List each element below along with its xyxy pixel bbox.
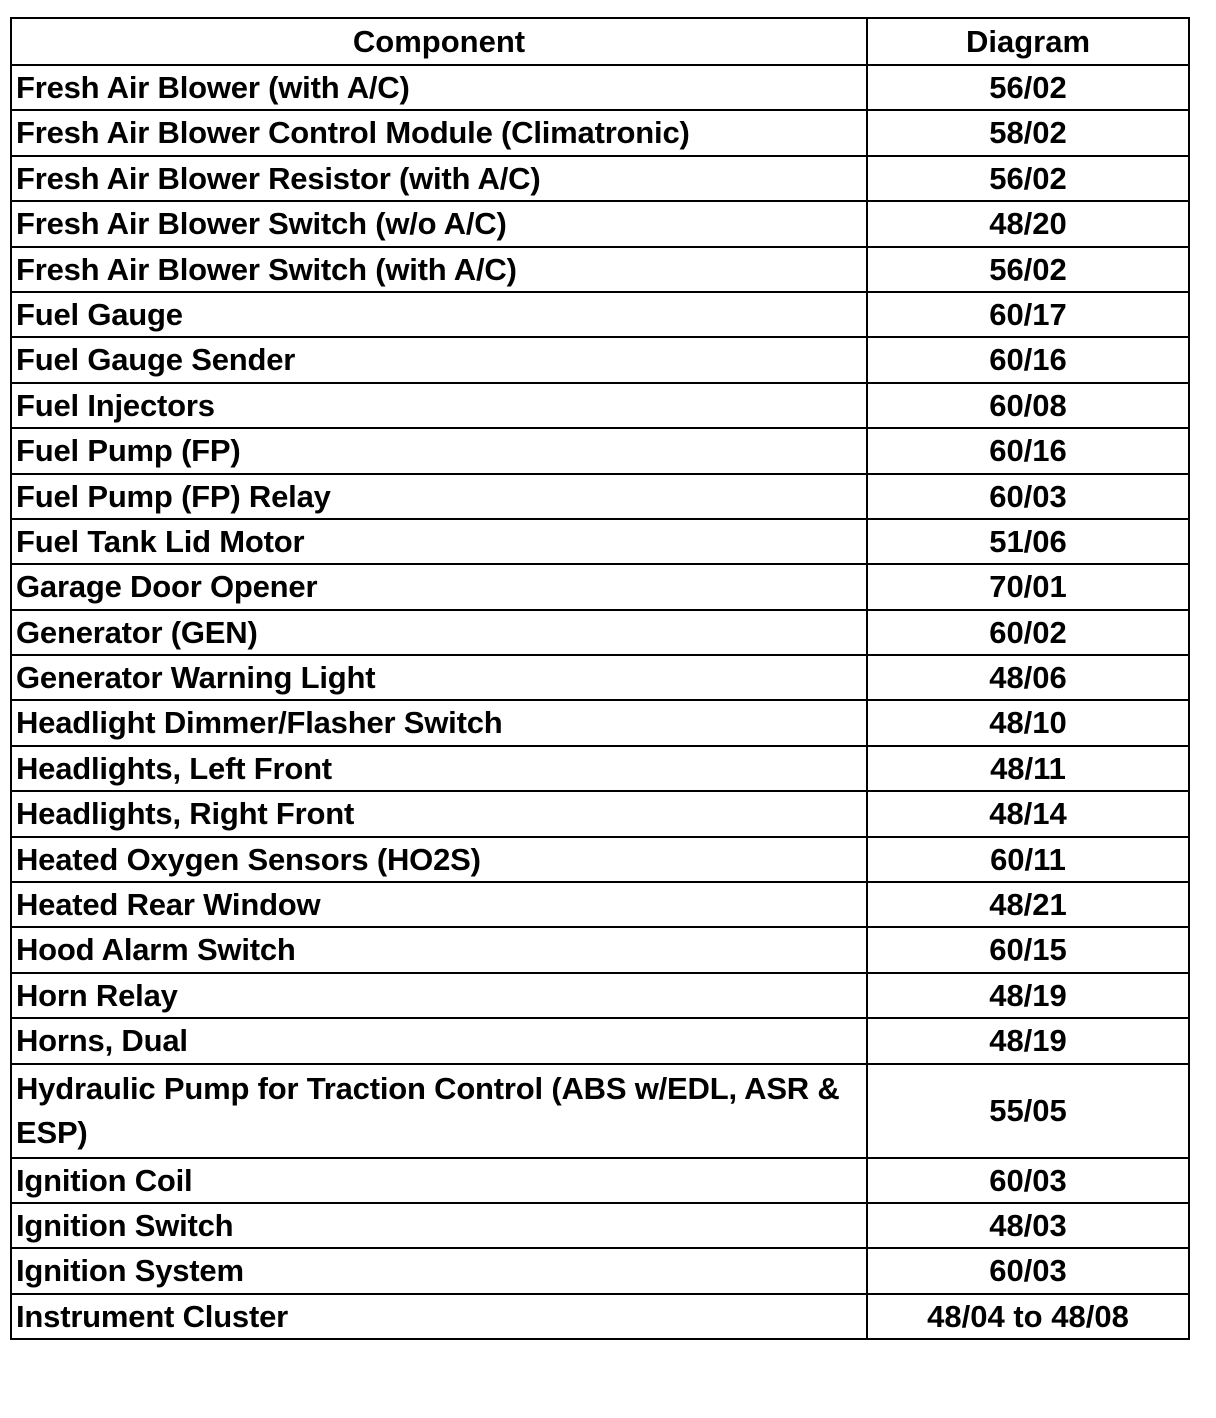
table-row (11, 474, 1189, 519)
component-cell: Fuel Pump (FP) (11, 428, 867, 473)
component-cell: Horn Relay (11, 973, 867, 1018)
table-row (11, 1203, 1189, 1248)
component-cell: Fuel Gauge (11, 292, 867, 337)
component-cell: Fresh Air Blower Switch (with A/C) (11, 247, 867, 292)
component-cell: Heated Rear Window (11, 882, 867, 927)
component-cell: Hood Alarm Switch (11, 927, 867, 972)
component-cell: Fuel Tank Lid Motor (11, 519, 867, 564)
table-row (11, 1294, 1189, 1339)
component-cell: Generator (GEN) (11, 610, 867, 655)
table-row (11, 973, 1189, 1018)
diagram-cell: 48/06 (867, 655, 1189, 700)
component-cell: Ignition Coil (11, 1158, 867, 1203)
table-row (11, 65, 1189, 110)
diagram-cell: 60/15 (867, 927, 1189, 972)
component-cell: Instrument Cluster (11, 1294, 867, 1339)
component-cell: Headlights, Right Front (11, 791, 867, 836)
diagram-cell: 58/02 (867, 110, 1189, 155)
component-cell: Generator Warning Light (11, 655, 867, 700)
diagram-cell: 48/19 (867, 1018, 1189, 1063)
diagram-cell: 48/19 (867, 973, 1189, 1018)
diagram-cell: 55/05 (867, 1064, 1189, 1158)
table-row (11, 110, 1189, 155)
component-cell: Headlight Dimmer/Flasher Switch (11, 700, 867, 745)
component-cell: Ignition System (11, 1248, 867, 1293)
component-cell: Headlights, Left Front (11, 746, 867, 791)
diagram-cell: 56/02 (867, 65, 1189, 110)
diagram-column-header: Diagram (867, 18, 1189, 65)
table-row (11, 201, 1189, 246)
component-cell: Garage Door Opener (11, 564, 867, 609)
table-row (11, 1158, 1189, 1203)
table-row (11, 927, 1189, 972)
header-row (11, 18, 1189, 65)
component-cell: Fuel Gauge Sender (11, 337, 867, 382)
diagram-cell: 60/02 (867, 610, 1189, 655)
diagram-cell: 51/06 (867, 519, 1189, 564)
diagram-cell: 56/02 (867, 156, 1189, 201)
table-row (11, 1248, 1189, 1293)
diagram-cell: 48/03 (867, 1203, 1189, 1248)
table-row (11, 837, 1189, 882)
diagram-cell: 48/14 (867, 791, 1189, 836)
table-row (11, 1018, 1189, 1063)
table-row (11, 383, 1189, 428)
diagram-cell: 70/01 (867, 564, 1189, 609)
table-row (11, 564, 1189, 609)
diagram-cell: 60/08 (867, 383, 1189, 428)
diagram-cell: 60/03 (867, 1158, 1189, 1203)
table-row (11, 746, 1189, 791)
table-row (11, 610, 1189, 655)
component-cell: Fresh Air Blower Resistor (with A/C) (11, 156, 867, 201)
diagram-cell: 48/11 (867, 746, 1189, 791)
diagram-cell: 60/03 (867, 1248, 1189, 1293)
diagram-cell: 48/10 (867, 700, 1189, 745)
diagram-cell: 48/04 to 48/08 (867, 1294, 1189, 1339)
component-cell: Fresh Air Blower Control Module (Climatronic) (11, 110, 867, 155)
table-row (11, 337, 1189, 382)
component-cell: Fuel Injectors (11, 383, 867, 428)
table-row (11, 700, 1189, 745)
diagram-cell: 60/16 (867, 337, 1189, 382)
diagram-cell: 56/02 (867, 247, 1189, 292)
component-cell: Fuel Pump (FP) Relay (11, 474, 867, 519)
diagram-cell: 60/16 (867, 428, 1189, 473)
table-row (11, 519, 1189, 564)
component-diagram-table (10, 17, 1190, 1340)
diagram-cell: 60/03 (867, 474, 1189, 519)
component-cell: Fresh Air Blower Switch (w/o A/C) (11, 201, 867, 246)
table-row (11, 882, 1189, 927)
table-row (11, 292, 1189, 337)
table-row (11, 1064, 1189, 1158)
component-column-header: Component (11, 18, 867, 65)
table-row (11, 156, 1189, 201)
component-cell: Horns, Dual (11, 1018, 867, 1063)
diagram-cell: 60/11 (867, 837, 1189, 882)
table-row (11, 428, 1189, 473)
component-cell: Heated Oxygen Sensors (HO2S) (11, 837, 867, 882)
table-row (11, 791, 1189, 836)
component-cell: Hydraulic Pump for Traction Control (ABS w/EDL, ASR & ESP) (11, 1064, 867, 1158)
diagram-cell: 48/20 (867, 201, 1189, 246)
diagram-cell: 48/21 (867, 882, 1189, 927)
table-row (11, 247, 1189, 292)
diagram-cell: 60/17 (867, 292, 1189, 337)
component-cell: Fresh Air Blower (with A/C) (11, 65, 867, 110)
table-row (11, 655, 1189, 700)
component-cell: Ignition Switch (11, 1203, 867, 1248)
